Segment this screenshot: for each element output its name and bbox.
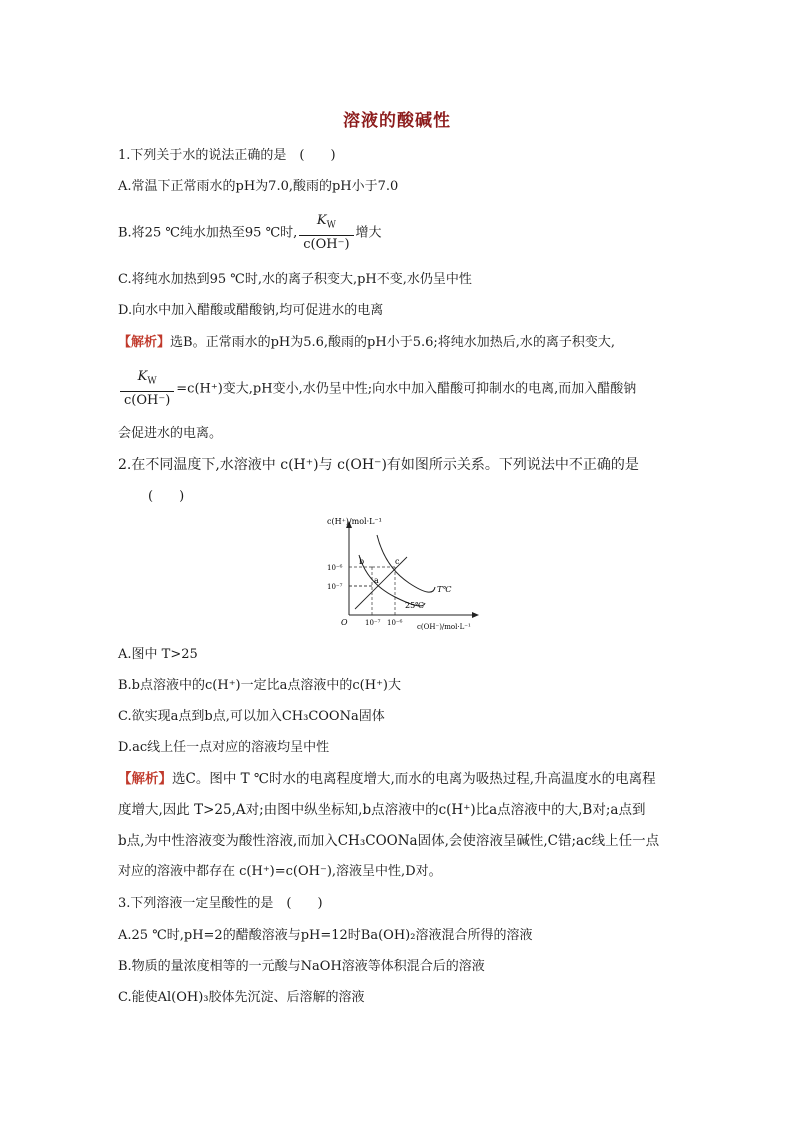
q1-analysis-line2: $\frac{K_W}{c(OH^-)}$ =c(H⁺)变大,pH变小,水仍呈中性;向水中加入醋酸可抑制水的电离,而加入醋酸钠: [118, 368, 636, 410]
q2-analysis-line2: 度增大,因此 T>25,A对;由图中纵坐标知,b点溶液中的c(H⁺)比a点溶液中的大,B对;a点到: [118, 802, 646, 818]
analysis-tag: 【解析】: [118, 335, 171, 350]
q3-stem: 3.下列溶液一定呈酸性的是 ( ): [118, 896, 323, 911]
x-tick-label: 10⁻⁶: [387, 619, 403, 627]
q2-bracket: ( ): [148, 489, 185, 504]
q2-stem: 2.在不同温度下,水溶液中 c(H⁺)与 c(OH⁻)有如图所示关系。下列说法中不正确的是: [118, 457, 639, 473]
fraction-denominator: c(OH⁻): [303, 236, 350, 252]
y-axis-label: c(H⁺)/mol·L⁻¹: [327, 517, 382, 526]
kw-fraction: [120, 368, 174, 410]
q2-option-a: A.图中 T>25: [118, 647, 198, 662]
kw-fraction: [299, 212, 353, 254]
curve-25: [359, 555, 425, 606]
curve-t: [377, 535, 435, 592]
q1-option-c: C.将纯水加热到95 ℃时,水的离子积变大,pH不变,水仍呈中性: [118, 272, 472, 287]
origin-label: O: [341, 618, 348, 627]
point-label: b: [359, 557, 365, 566]
y-tick-label: 10⁻⁷: [327, 583, 343, 591]
point-label: a: [374, 576, 379, 585]
q1-analysis-line1: 【解析】选B。正常雨水的pH为5.6,酸雨的pH小于5.6;将纯水加热后,水的离子积变大,: [118, 335, 616, 350]
q2-analysis-line1: 【解析】选C。图中 T ℃时水的电离程度增大,而水的电离为吸热过程,升高温度水的电离程: [118, 771, 656, 787]
fraction-numerator: $K_W$: [120, 368, 174, 392]
q2-analysis-line4: 对应的溶液中都存在 c(H⁺)=c(OH⁻),溶液呈中性,D对。: [118, 864, 442, 879]
page-title: 溶液的酸碱性: [343, 111, 451, 131]
curve-label-t: T℃: [437, 585, 452, 594]
curve-label-25: 25℃: [405, 601, 425, 610]
fraction-denominator: c(OH⁻): [124, 392, 171, 408]
q3-option-c: C.能使Al(OH)₃胶体先沉淀、后溶解的溶液: [118, 990, 365, 1005]
y-tick-label: 10⁻⁶: [327, 564, 343, 572]
point-label: c: [395, 557, 400, 566]
q2-option-c: C.欲实现a点到b点,可以加入CH₃COONa固体: [118, 709, 385, 724]
x-axis-label: c(OH⁻)/mol·L⁻¹: [417, 623, 471, 631]
q3-option-b: B.物质的量浓度相等的一元酸与NaOH溶液等体积混合后的溶液: [118, 959, 485, 974]
x-axis-arrow: [472, 612, 479, 618]
analysis-tag: 【解析】: [118, 771, 172, 787]
fraction-numerator: $K_W$: [299, 212, 353, 236]
q3-option-a: A.25 ℃时,pH=2的醋酸溶液与pH=12时Ba(OH)₂溶液混合所得的溶液: [118, 928, 533, 943]
q1-option-b-text: B.将25 ℃纯水加热至95 ℃时,: [118, 225, 298, 241]
q1-option-b: [118, 212, 382, 254]
q2-option-d: D.ac线上任一点对应的溶液均呈中性: [118, 740, 330, 755]
q2-analysis-line3: b点,为中性溶液变为酸性溶液,而加入CH₃COONa固体,会使溶液呈碱性,C错;ac线上任一点: [118, 833, 660, 849]
x-tick-label: 10⁻⁷: [365, 619, 381, 627]
q2-option-b: B.b点溶液中的c(H⁺)一定比a点溶液中的c(H⁺)大: [118, 678, 402, 693]
q1-option-a: A.常温下正常雨水的pH为7.0,酸雨的pH小于7.0: [118, 179, 399, 194]
water-ion-product-chart: [325, 515, 485, 635]
q1-option-d: D.向水中加入醋酸或醋酸钠,均可促进水的电离: [118, 303, 384, 318]
q1-analysis-line3: 会促进水的电离。: [118, 426, 223, 441]
q1-option-b-tail: 增大: [355, 225, 382, 241]
q1-stem: 1.下列关于水的说法正确的是 ( ): [118, 148, 336, 163]
